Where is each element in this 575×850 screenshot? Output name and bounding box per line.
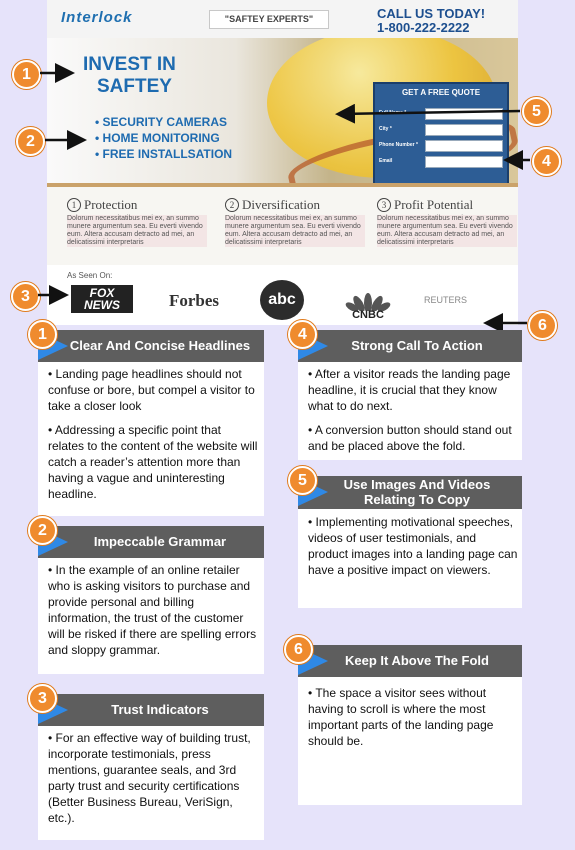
mock-tagline: "SAFTEY EXPERTS" — [209, 10, 329, 29]
card-images-videos — [298, 476, 522, 608]
reuters-logo: REUTERS — [424, 295, 468, 305]
mock-call-line2: 1-800-222-2222 — [377, 20, 470, 35]
card-title: Impeccable Grammar — [93, 534, 227, 549]
callout-marker-4: 4 — [532, 147, 561, 176]
mock-bullet: • FREE INSTALLSATION — [95, 146, 232, 162]
card-point: • In the example of an online retailer who is asking visitors to purchase and provide personal and billing information, the trust of the customer will be risked if there are spelling errors and sloppy grammar. — [42, 562, 260, 658]
card-header — [298, 645, 522, 677]
card-title: Clear And Concise Headlines — [69, 338, 251, 353]
card-number-2: 2 — [28, 516, 57, 545]
fox-logo-line2: NEWS — [84, 298, 120, 312]
mock-headline-line1: INVEST IN — [83, 54, 176, 75]
card-number-4: 4 — [288, 320, 317, 349]
feature-title-text: Profit Potential — [394, 197, 474, 212]
callout-marker-5: 5 — [522, 97, 551, 126]
card-point: • A conversion button should stand out and be placed above the fold. — [302, 422, 518, 454]
mock-bullet: • HOME MONITORING — [95, 130, 232, 146]
quote-form-title: GET A FREE QUOTE — [401, 88, 481, 97]
field-label-name: Full Name * — [379, 110, 407, 116]
mock-headline-line2: SAFTEY — [97, 76, 172, 97]
feature-text: Dolorum necessitatibus mei ex, an summo munere argumentum sea. Eu everti vivendo eum. Altera accusam detracto ad mei, an delicatissimi interpretaris — [67, 215, 207, 247]
card-body — [302, 366, 518, 462]
card-header — [38, 526, 264, 558]
feature-number: 3 — [377, 198, 391, 212]
card-point: • After a visitor reads the landing page headline, it is crucial that they know what to do next. — [302, 366, 518, 414]
card-point: • Addressing a specific point that relates to the content of the website will catch a reader’s attention more than having a vague and uninteresting headline. — [42, 422, 260, 502]
card-point: • The space a visitor sees without having to scroll is where the most important parts of the landing page should be. — [302, 685, 518, 749]
field-label-phone: Phone Number * — [379, 142, 418, 148]
callout-marker-2: 2 — [16, 127, 45, 156]
feature-number: 1 — [67, 198, 81, 212]
card-call-to-action — [298, 330, 522, 460]
forbes-logo: Forbes — [169, 291, 220, 310]
card-body — [302, 685, 518, 757]
callout-marker-1: 1 — [12, 60, 41, 89]
card-body — [42, 730, 260, 834]
card-header — [38, 330, 264, 362]
card-number-5: 5 — [288, 466, 317, 495]
feature-title-text: Diversification — [242, 197, 320, 212]
card-title: Keep It Above The Fold — [345, 653, 489, 668]
card-body — [302, 514, 518, 586]
card-title: Strong Call To Action — [351, 338, 483, 353]
fox-logo-line1: FOX — [89, 286, 115, 300]
card-header — [298, 476, 522, 509]
card-number-1: 1 — [28, 320, 57, 349]
feature-text: Dolorum necessitatibus mei ex, an summo munere argumentum sea. Eu everti vivendo eum. Altera accusam detracto ad mei, an delicatissimi interpretaris — [225, 215, 365, 247]
field-label-email: Email — [379, 158, 393, 164]
card-above-the-fold — [298, 645, 522, 805]
card-trust-indicators — [38, 694, 264, 840]
feature-number: 2 — [225, 198, 239, 212]
feature-text: Dolorum necessitatibus mei ex, an summo munere argumentum sea. Eu everti vivendo eum. Altera accusam detracto ad mei, an delicatissimi interpretaris — [377, 215, 517, 247]
field-label-city: City * — [379, 126, 392, 132]
callout-marker-3: 3 — [11, 282, 40, 311]
callout-arrows — [0, 0, 575, 340]
card-header — [298, 330, 522, 362]
card-header — [38, 694, 264, 726]
card-clear-headlines — [38, 330, 264, 516]
card-body — [42, 562, 260, 666]
card-number-6: 6 — [284, 635, 313, 664]
card-impeccable-grammar — [38, 526, 264, 674]
mock-call-line1: CALL US TODAY! — [377, 6, 486, 21]
card-title-line2: Relating To Copy — [364, 492, 470, 507]
mock-logo: Interlock — [61, 9, 133, 26]
card-point: • Landing page headlines should not confuse or bore, but compel a visitor to take a closer look — [42, 366, 260, 414]
card-body — [42, 366, 260, 510]
cnbc-text: CNBC — [352, 309, 384, 321]
card-number-3: 3 — [28, 684, 57, 713]
feature-title-text: Protection — [84, 197, 138, 212]
card-point: • For an effective way of building trust, incorporate testimonials, press mentions, guarantee seals, and 3rd party trust and security certifications (Better Business Bureau, VeriSign, etc.). — [42, 730, 260, 826]
arrow-5 — [340, 111, 520, 114]
callout-marker-6: 6 — [528, 311, 557, 340]
card-point: • Implementing motivational speeches, videos of user testimonials, and product images into a landing page can have a positive impact on viewers. — [302, 514, 518, 578]
abc-logo: abc — [260, 280, 304, 320]
card-title-line1: Use Images And Videos — [343, 477, 491, 492]
mock-bullet: • SECURITY CAMERAS — [95, 114, 232, 130]
as-seen-on-label: As Seen On: — [67, 271, 113, 280]
card-title: Trust Indicators — [111, 702, 209, 717]
